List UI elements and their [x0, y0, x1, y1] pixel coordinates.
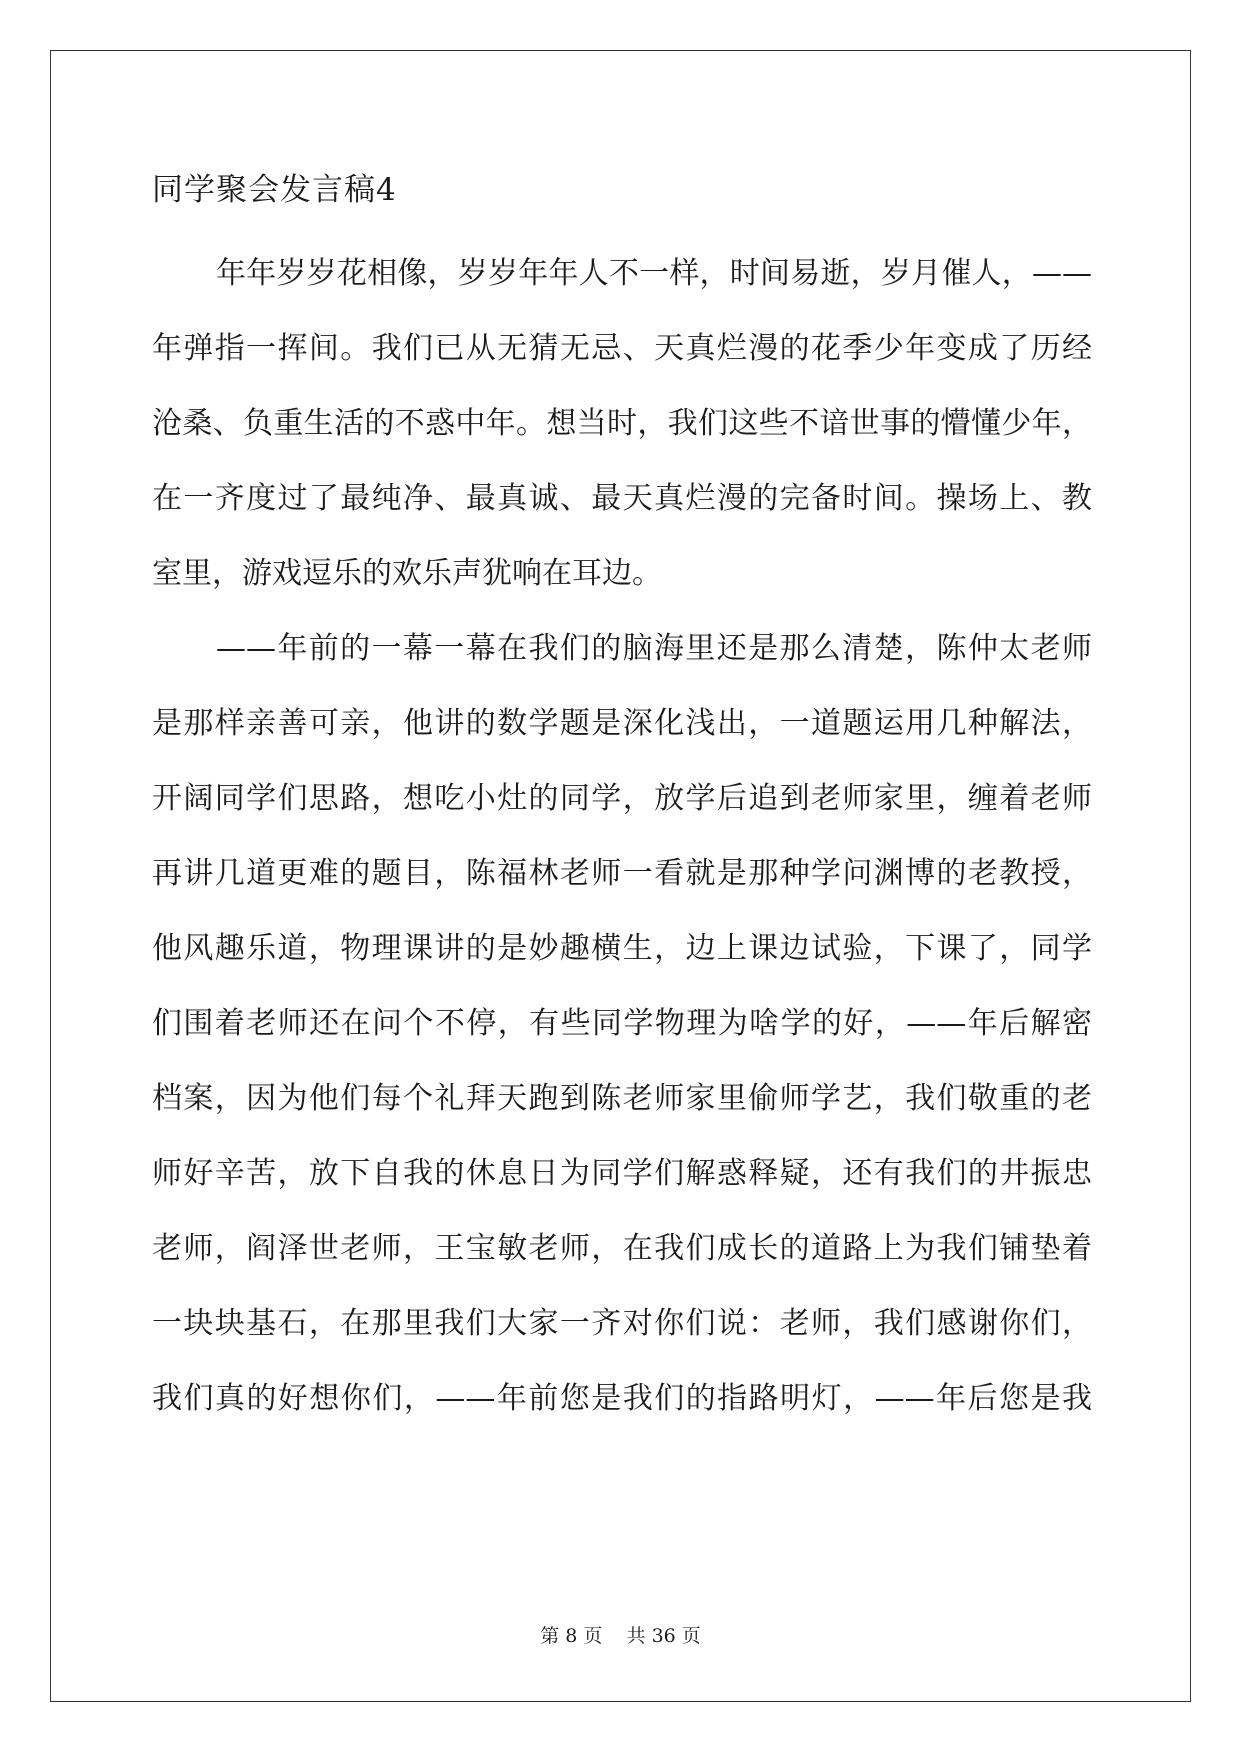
paragraph-line: 老师，阎泽世老师，王宝敏老师，在我们成长的道路上为我们铺垫着	[152, 1231, 1092, 1266]
paragraph-line: 一块块基石，在那里我们大家一齐对你们说：老师，我们感谢你们，	[152, 1306, 1092, 1341]
document-title: 同学聚会发言稿4	[152, 172, 397, 208]
paragraph-line: 们围着老师还在问个不停，有些同学物理为啥学的好，——年后解密	[152, 1006, 1092, 1041]
paragraph-line: ——年前的一幕一幕在我们的脑海里还是那么清楚，陈仲太老师	[216, 631, 1092, 666]
paragraph-line: 再讲几道更难的题目，陈福林老师一看就是那种学问渊博的老教授，	[152, 856, 1092, 891]
paragraph-line: 年年岁岁花相像，岁岁年年人不一样，时间易逝，岁月催人，——	[216, 256, 1092, 291]
paragraph-line: 年弹指一挥间。我们已从无猜无忌、天真烂漫的花季少年变成了历经	[152, 331, 1092, 366]
paragraph-line: 沧桑、负重生活的不惑中年。想当时，我们这些不谙世事的懵懂少年，	[152, 406, 1092, 441]
paragraph-line: 他风趣乐道，物理课讲的是妙趣横生，边上课边试验，下课了，同学	[152, 931, 1092, 966]
paragraph-line: 室里，游戏逗乐的欢乐声犹响在耳边。	[152, 556, 662, 591]
paragraph-line: 档案，因为他们每个礼拜天跑到陈老师家里偷师学艺，我们敬重的老	[152, 1081, 1092, 1116]
paragraph-line: 师好辛苦，放下自我的休息日为同学们解惑释疑，还有我们的井振忠	[152, 1156, 1092, 1191]
paragraph-line: 开阔同学们思路，想吃小灶的同学，放学后追到老师家里，缠着老师	[152, 781, 1092, 816]
paragraph-line: 我们真的好想你们，——年前您是我们的指路明灯，——年后您是我	[152, 1381, 1092, 1416]
paragraph-line: 在一齐度过了最纯净、最真诚、最天真烂漫的完备时间。操场上、教	[152, 481, 1092, 516]
page-number-footer: 第 8 页 共 36 页	[540, 1625, 701, 1647]
paragraph-line: 是那样亲善可亲，他讲的数学题是深化浅出，一道题运用几种解法，	[152, 706, 1092, 741]
